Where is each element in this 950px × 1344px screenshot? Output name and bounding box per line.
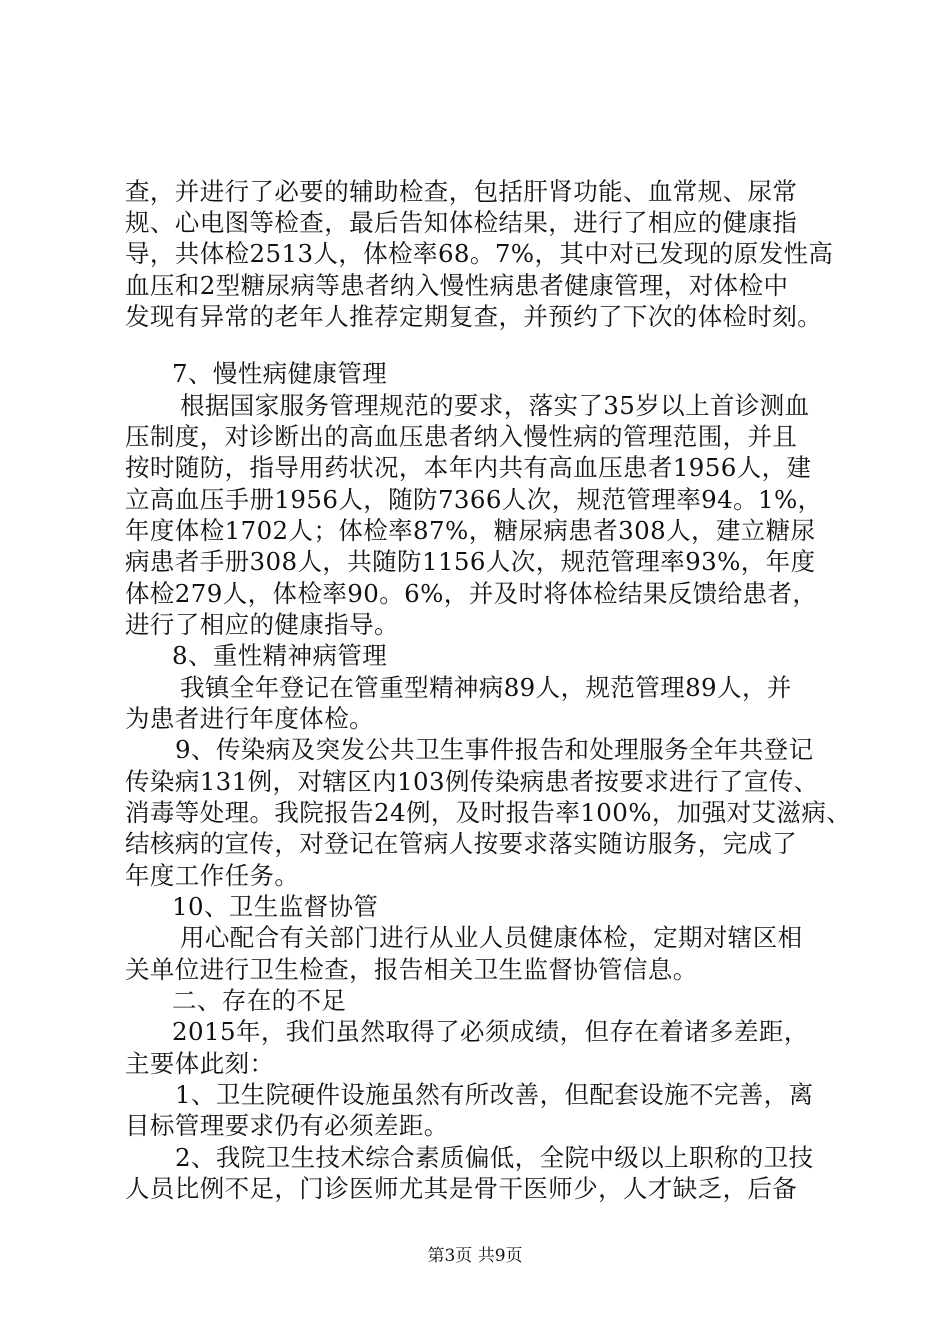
paragraph-first-line: 2015年，我们虽然取得了必须成绩，但存在着诸多差距， bbox=[172, 1017, 809, 1046]
body-line: 主要体此刻： bbox=[125, 1049, 275, 1078]
body-line: 进行了相应的健康指导。 bbox=[125, 610, 399, 639]
body-line: 立高血压手册1956人，随防7366人次，规范管理率94。1%， bbox=[125, 485, 823, 514]
body-line: 目标管理要求仍有必须差距。 bbox=[125, 1111, 449, 1140]
body-line: 规、心电图等检查，最后告知体检结果，进行了相应的健康指 bbox=[125, 208, 798, 237]
body-line: 导，共体检2513人，体检率68。7%，其中对已发现的原发性高 bbox=[125, 239, 834, 268]
body-line: 发现有异常的老年人推荐定期复查，并预约了下次的体检时刻。 bbox=[125, 302, 823, 331]
body-line: 病患者手册308人，共随防1156人次，规范管理率93%，年度 bbox=[125, 547, 816, 576]
body-line: 年度工作任务。 bbox=[125, 861, 300, 890]
body-line: 年度体检1702人；体检率87%，糖尿病患者308人，建立糖尿 bbox=[125, 516, 816, 545]
body-line: 体检279人，体检率90。6%，并及时将体检结果反馈给患者， bbox=[125, 579, 818, 608]
body-line: 按时随防，指导用药状况，本年内共有高血压患者1956人，建 bbox=[125, 453, 812, 482]
paragraph-first-line: 2、我院卫生技术综合素质偏低，全院中级以上职称的卫技 bbox=[175, 1143, 814, 1172]
paragraph-first-line: 1、卫生院硬件设施虽然有所改善，但配套设施不完善，离 bbox=[175, 1080, 814, 1109]
paragraph-first-line: 根据国家服务管理规范的要求，落实了35岁以上首诊测血 bbox=[180, 391, 810, 420]
body-line: 血压和2型糖尿病等患者纳入慢性病患者健康管理，对体检中 bbox=[125, 271, 789, 300]
body-line: 关单位进行卫生检查，报告相关卫生监督协管信息。 bbox=[125, 955, 698, 984]
body-line: 人员比例不足，门诊医师尤其是骨干医师少，人才缺乏，后备 bbox=[125, 1174, 798, 1203]
section-heading: 二、存在的不足 bbox=[172, 986, 347, 1015]
paragraph-first-line: 我镇全年登记在管重型精神病89人，规范管理89人，并 bbox=[180, 673, 792, 702]
section-heading: 9、传染病及突发公共卫生事件报告和处理服务全年共登记 bbox=[175, 735, 814, 764]
body-line: 压制度，对诊断出的高血压患者纳入慢性病的管理范围，并且 bbox=[125, 422, 798, 451]
section-heading: 8、重性精神病管理 bbox=[172, 641, 388, 670]
section-heading: 10、卫生监督协管 bbox=[172, 892, 379, 921]
page-number-footer: 第3页 共9页 bbox=[427, 1246, 523, 1266]
body-line: 传染病131例，对辖区内103例传染病患者按要求进行了宣传、 bbox=[125, 767, 819, 796]
paragraph-first-line: 用心配合有关部门进行从业人员健康体检，定期对辖区相 bbox=[180, 923, 803, 952]
body-line: 查，并进行了必要的辅助检查，包括肝肾功能、血常规、尿常 bbox=[125, 177, 798, 206]
body-line: 为患者进行年度体检。 bbox=[125, 704, 374, 733]
body-line: 消毒等处理。我院报告24例，及时报告率100%，加强对艾滋病、 bbox=[125, 798, 852, 827]
section-heading: 7、慢性病健康管理 bbox=[172, 359, 388, 388]
body-line: 结核病的宣传，对登记在管病人按要求落实随访服务，完成了 bbox=[125, 829, 798, 858]
